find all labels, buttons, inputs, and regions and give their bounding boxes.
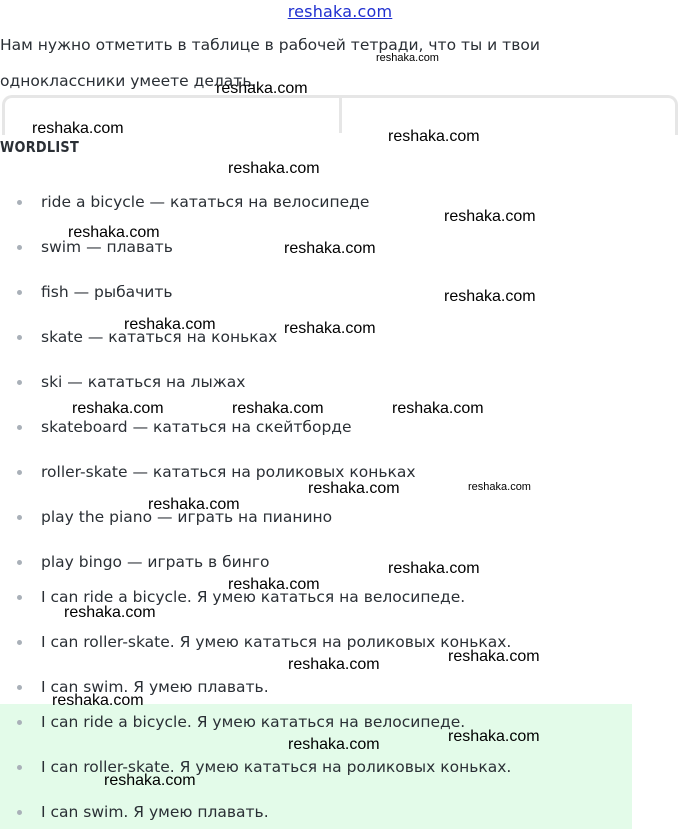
list-item-text: ski — кататься на лыжах [41,373,246,391]
list-item [0,416,680,438]
sentence-text: I can ride a bicycle. Я умею кататься на велосипеде. [41,588,466,606]
watermark: reshaka.com [444,208,536,225]
bullet-icon [17,290,22,295]
watermark: reshaka.com [52,692,144,709]
answer-text: I can roller-skate. Я умею кататься на роликовых коньках. [41,758,512,776]
bullet-icon [17,765,22,770]
answer-text: I can swim. Я умею плавать. [41,803,269,821]
bullet-icon [17,720,22,725]
bullet-icon [17,560,22,565]
watermark: reshaka.com [32,120,124,137]
watermark: reshaka.com [308,480,400,497]
list-item-text: fish — рыбачить [41,283,173,301]
watermark: reshaka.com [64,604,156,621]
list-item-text: ride a bicycle — кататься на велосипеде [41,193,370,211]
watermark: reshaka.com [284,240,376,257]
watermark: reshaka.com [148,496,240,513]
answer-item [0,801,680,823]
watermark: reshaka.com [68,224,160,241]
wordlist-heading: WORDLIST [0,138,80,156]
bullet-icon [17,380,22,385]
watermark: reshaka.com [72,400,164,417]
intro-text: Нам нужно отметить в таблице в рабочей тетради, что ты и твои одноклассники умеете делать. [0,36,540,90]
watermark: reshaka.com [228,576,320,593]
bullet-icon [17,685,22,690]
list-item [0,551,680,573]
watermark: reshaka.com [376,52,439,64]
list-item-text: play bingo — играть в бинго [41,553,270,571]
watermark: reshaka.com [288,736,380,753]
sentence-text: I can roller-skate. Я умею кататься на роликовых коньках. [41,633,512,651]
list-item [0,506,680,528]
sentence-text: I can swim. Я умею плавать. [41,678,269,696]
bullet-icon [17,810,22,815]
watermark: reshaka.com [284,320,376,337]
watermark: reshaka.com [388,128,480,145]
watermark: reshaka.com [228,160,320,177]
sentence-item [0,631,680,653]
answer-item [0,756,680,778]
bullet-icon [17,515,22,520]
site-title-link[interactable]: reshaka.com [287,2,393,21]
bullet-icon [17,245,22,250]
watermark: reshaka.com [216,80,308,97]
watermark: reshaka.com [388,560,480,577]
watermark: reshaka.com [448,648,540,665]
answer-item [0,711,680,733]
table-divider [339,97,342,133]
watermark: reshaka.com [468,481,531,493]
watermark: reshaka.com [232,400,324,417]
list-item [0,281,680,303]
list-item-text: skateboard — кататься на скейтборде [41,418,352,436]
bullet-icon [17,595,22,600]
watermark: reshaka.com [104,772,196,789]
list-item-text: skate — кататься на коньках [41,328,278,346]
watermark: reshaka.com [444,288,536,305]
bullet-icon [17,470,22,475]
list-item [0,191,680,213]
answer-text: I can ride a bicycle. Я умею кататься на велосипеде. [41,713,466,731]
watermark: reshaka.com [448,728,540,745]
watermark: reshaka.com [124,316,216,333]
bullet-icon [17,200,22,205]
bullet-icon [17,640,22,645]
list-item-text: roller-skate — кататься на роликовых коньках [41,463,416,481]
list-item-text: play the piano — играть на пианино [41,508,333,526]
list-item [0,371,680,393]
watermark: reshaka.com [288,656,380,673]
bullet-icon [17,335,22,340]
list-item-text: swim — плавать [41,238,173,256]
bullet-icon [17,425,22,430]
watermark: reshaka.com [392,400,484,417]
